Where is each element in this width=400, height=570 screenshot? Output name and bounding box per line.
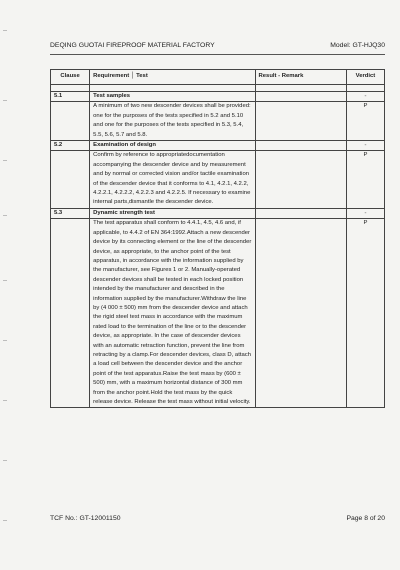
result-cell [255,151,346,208]
requirement-text: Confirm by reference to appropriatedocumentation accompanying the descender device and by measurement and by normal or corrected vision and/or tactile examination of the descender device that it conforms to 4.1, 4.2.1, 4.2.2, 4.2.2.1, 4.2.2.2, 4.2.2.3 and 4.2.2.5. If necessary to examine internal parts,dismantle the descender device. [90,151,255,208]
section-row [51,141,385,151]
section-row [51,92,385,102]
page-header [50,42,385,49]
verdict: P [346,219,384,408]
scan-mark [3,100,7,101]
clause-cell [51,151,90,208]
scan-mark [3,160,7,161]
page-footer [50,515,385,522]
scan-mark [3,340,7,341]
column-header-result: Result - Remark [255,70,346,85]
clause-number: 5.1 [51,92,90,102]
clause-cell [51,219,90,408]
spacer-row [51,85,385,92]
verdict: P [346,151,384,208]
requirement-text: A minimum of two new descender devices shall be provided: one for the purposes of the tests specified in 5.2 and 5.10 and one for the purposes of the tests specified in 5.3, 5.4, 5.5, 5.6, 5.7 and 5.8. [90,102,255,141]
section-verdict: - [346,92,384,102]
requirement-row [51,219,385,408]
section-verdict: - [346,141,384,151]
test-report-table [50,69,385,408]
verdict: P [346,102,384,141]
scan-mark [3,520,7,521]
column-header-verdict: Verdict [346,70,384,85]
result-cell [255,92,346,102]
tcf-number: TCF No.: GT-12001150 [50,515,121,522]
clause-number: 5.2 [51,141,90,151]
section-verdict: - [346,208,384,218]
scan-mark [3,30,7,31]
page-number: Page 8 of 20 [346,515,385,522]
requirement-row [51,102,385,141]
result-cell [255,219,346,408]
column-header-requirement: Requirement │ Test [90,70,255,85]
section-title: Examination of design [90,141,255,151]
section-title: Test samples [90,92,255,102]
result-cell [255,141,346,151]
section-title: Dynamic strength test [90,208,255,218]
scan-mark [3,400,7,401]
column-header-clause: Clause [51,70,90,85]
table-header-row [51,70,385,85]
clause-cell [51,102,90,141]
requirement-row [51,151,385,208]
section-row [51,208,385,218]
header-rule [50,54,385,55]
scan-mark [3,215,7,216]
model-number: Model: GT-HJQ30 [330,42,385,49]
scan-mark [3,460,7,461]
scan-mark [3,280,7,281]
company-name: DEQING GUOTAI FIREPROOF MATERIAL FACTORY [50,42,215,49]
clause-number: 5.3 [51,208,90,218]
requirement-text: The test apparatus shall conform to 4.4.1, 4.5, 4.6 and, if applicable, to 4.4.2 of EN 364:1992.Attach a new descender device by its connecting element or the line of the descender device, as appropriate, to the anchor point of the test apparatus, in accordance with the information supplied by the manufacturer, see Figures 1 or 2. Manually-operated descender devices shall be tested in each locked position intended by the manufacturer and described in the information supplied by the manufacturer.Withdraw the line by (4 000 ± 500) mm from the descender device and attach the rigid steel test mass in accordance with the maximum rated load to the termination of the line or to the descender device, as appropriate. In the case of descender devices with an automatic retraction function, prevent the line from retracting by a clamp.For descender devices, class D, attach a load cell between the descender device and the anchor point of the test apparatus.Raise the test mass by (600 ± 500) mm, with a maximum horizontal distance of 300 mm from the anchor point.Hold the test mass by the quick release device. Release the test mass without initial velocity. [90,219,255,408]
result-cell [255,102,346,141]
result-cell [255,208,346,218]
